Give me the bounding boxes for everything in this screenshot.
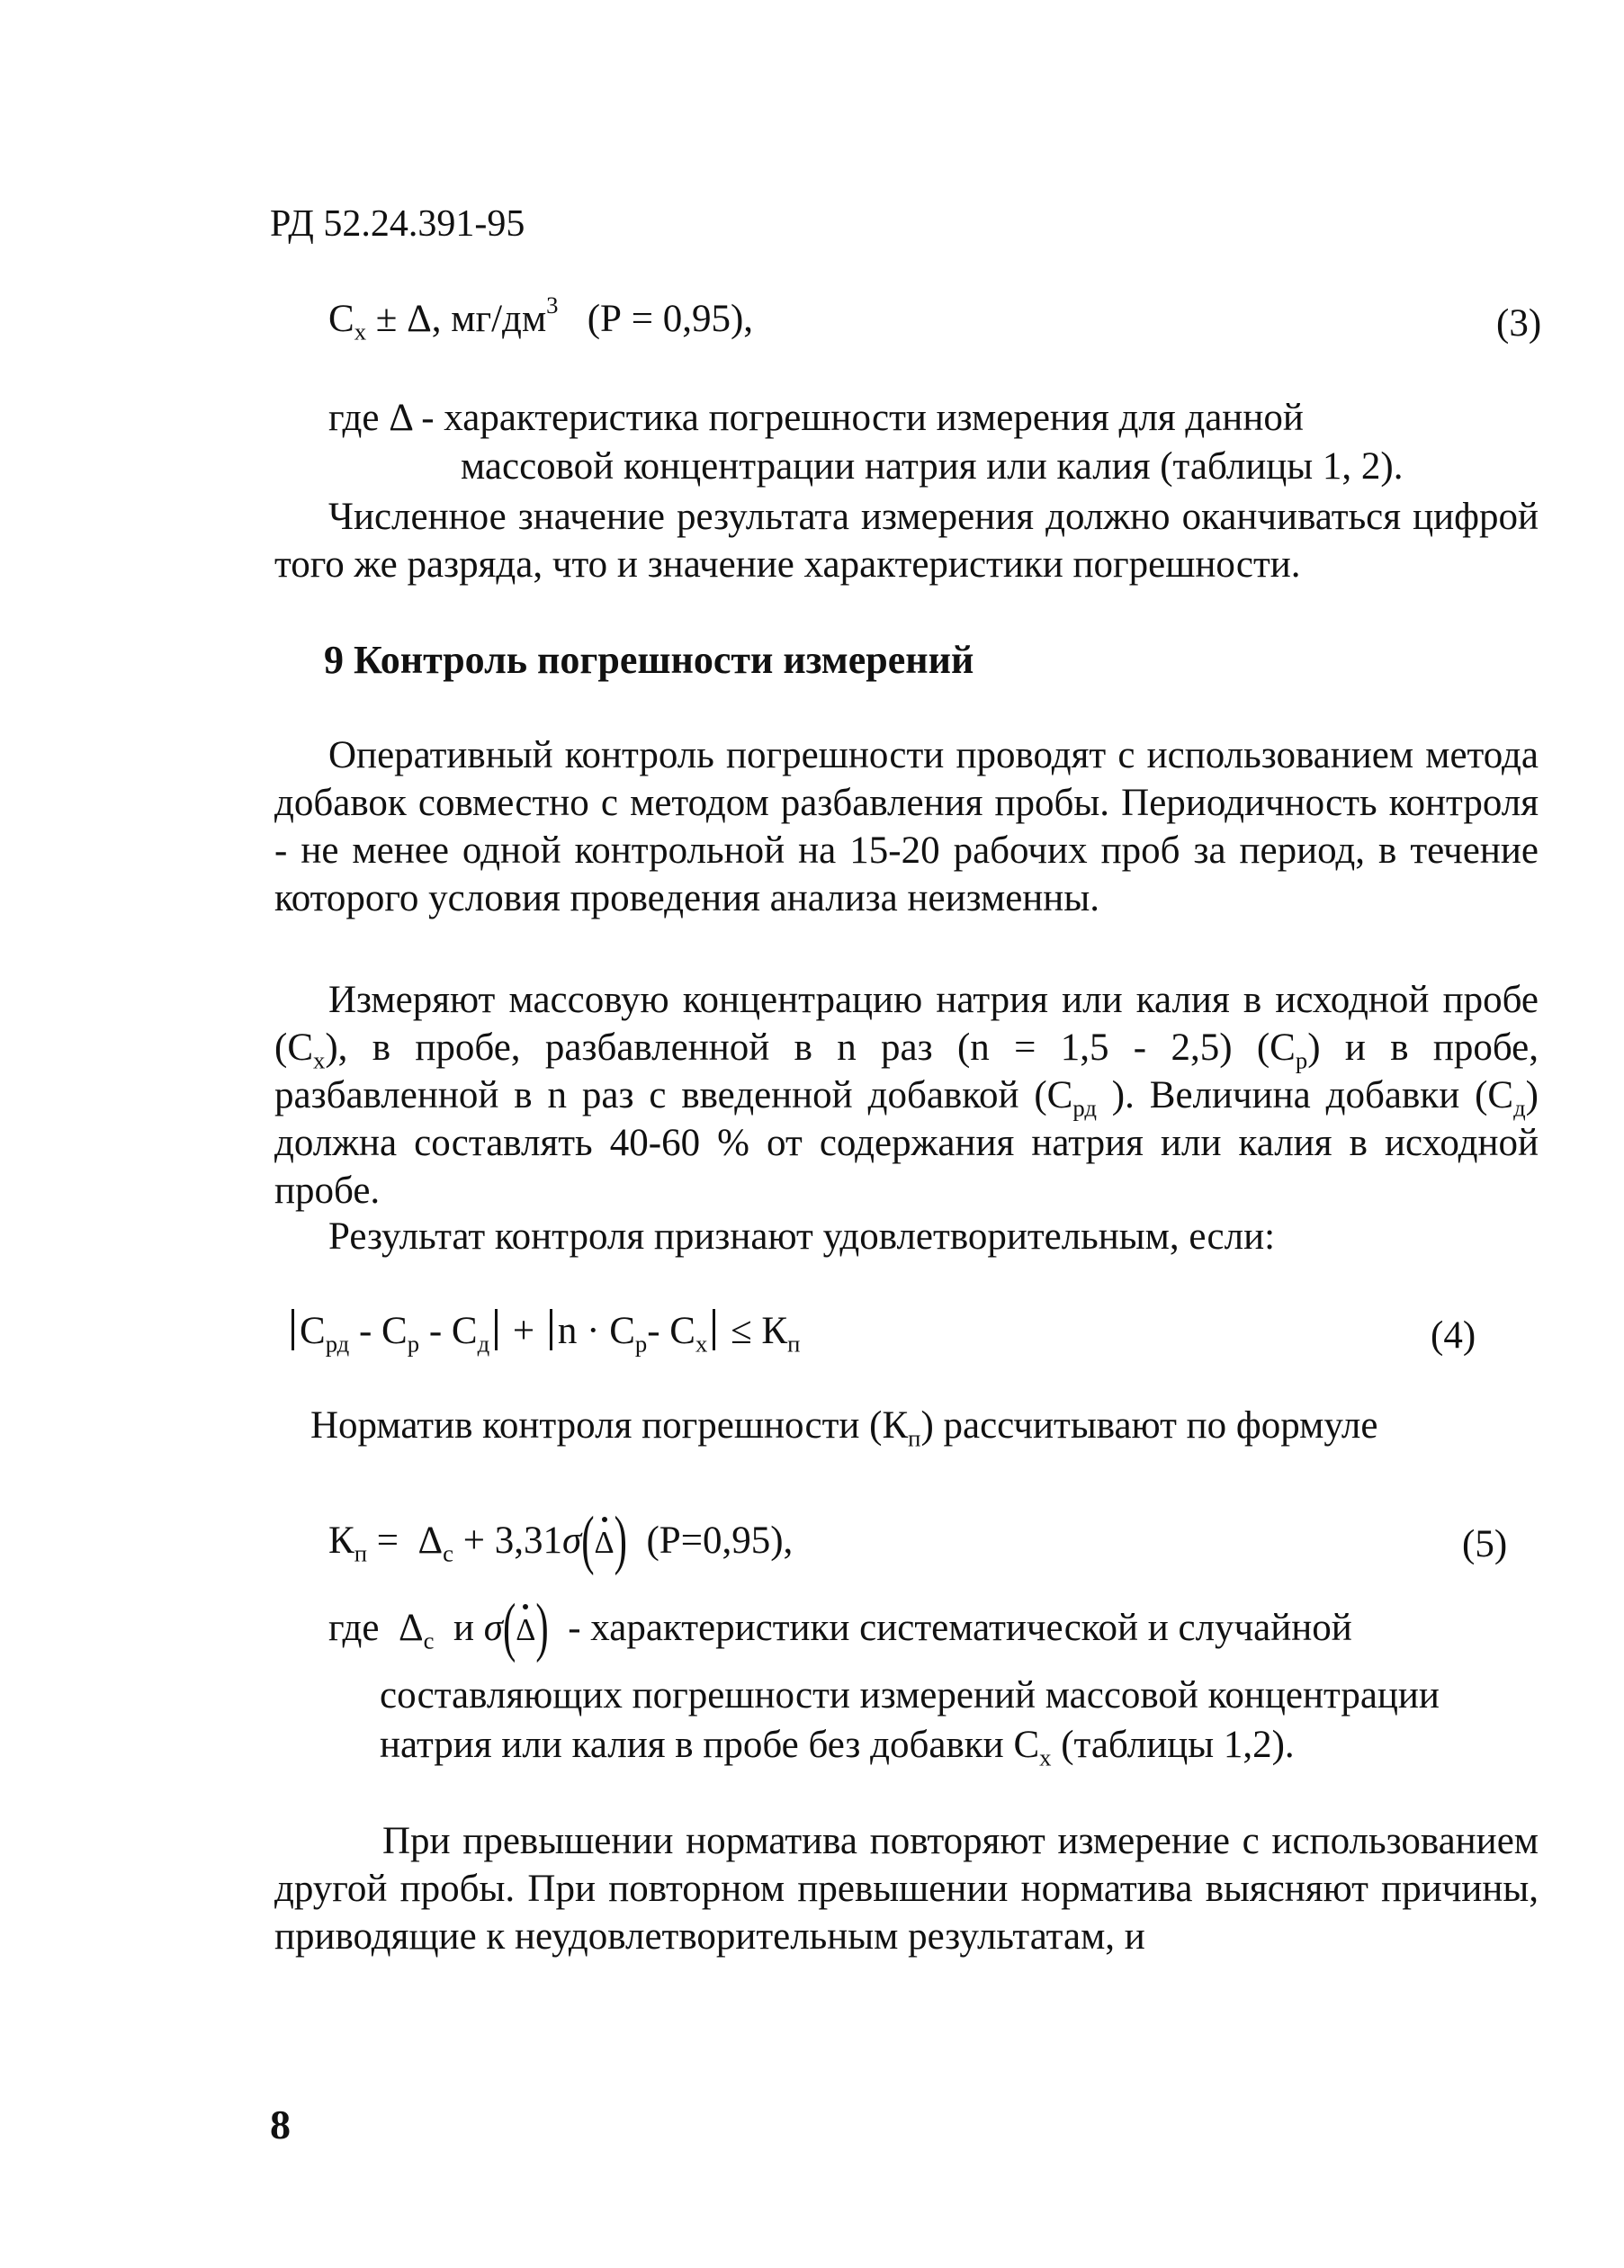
paragraph-normative: Норматив контроля погрешности $(К_п)$ рассчитывают по формуле bbox=[310, 1404, 1378, 1452]
where-and: и bbox=[453, 1607, 474, 1649]
paragraph-numeric-value: Численное значение результата измерения должно оканчиваться цифрой того же разряда, что и значение характеристики погрешности. bbox=[274, 496, 1539, 586]
where-line3-b: (таблицы 1,2). bbox=[1051, 1724, 1295, 1766]
formula-5-coefficient: 3,31 bbox=[494, 1519, 562, 1562]
normative-text-1: Норматив контроля погрешности (К bbox=[310, 1404, 909, 1447]
where-prefix: где bbox=[328, 1607, 380, 1649]
formula-5-probability: (Р=0,95), bbox=[646, 1519, 794, 1562]
measure-text-5: ) должна составлять 40-60 % от содержания натрия или калия в исходной пробе. bbox=[274, 1074, 1539, 1212]
measure-text-2: ), в пробе, разбавленной в n раз (n = 1,5 - 2,5) (С bbox=[325, 1026, 1296, 1069]
formula-4-number: (4) bbox=[1431, 1314, 1476, 1357]
measure-text-4: ). Величина добавки (С bbox=[1096, 1074, 1514, 1116]
where-suffix: - характеристики систематической и случайной bbox=[568, 1607, 1352, 1649]
where-line3-a: натрия или калия в пробе без добавки С bbox=[380, 1724, 1040, 1766]
section-title: 9 Контроль погрешности измерений bbox=[324, 638, 974, 682]
normative-text-2: ) рассчитывают по формуле bbox=[920, 1404, 1378, 1447]
measure-text-1: Измеряют массовую концентрацию натрия или калия в исходной пробе (С bbox=[274, 979, 1539, 1069]
where-components-line1: где $\Delta_с$ и σ(Δ) - характеристики систематической и случайной bbox=[328, 1591, 1352, 1664]
page-number: 8 bbox=[270, 2102, 291, 2147]
document-code: РД 52.24.391-95 bbox=[270, 203, 525, 245]
formula-4: $С_{рд} - С_р - С_д + n \cdot С_р-$ $С_х \le К_п$ bbox=[286, 1309, 800, 1353]
formula-5-number: (5) bbox=[1462, 1523, 1508, 1565]
where-delta-line1: где Δ - характеристика погрешности измерения для данной bbox=[328, 397, 1304, 439]
paragraph-measurement: Измеряют массовую концентрацию натрия или калия в исходной пробе $(С_х)$, в пробе, разбавленной в n раз (n = 1,5 - 2,5) $(С_р)$ и в пробе, разбавленной в n раз с введенной добавкой ($С_{рд}$ ). Величина добавки $(С_д)$ должна составлять 40-60 % от содержания натрия или калия в исходной пробе. bbox=[274, 979, 1539, 1212]
where-components-line2: составляющих погрешности измерений массовой концентрации bbox=[380, 1674, 1440, 1717]
paragraph-operational-control: Оперативный контроль погрешности проводят с использованием метода добавок совместно с методом разбавления пробы. Периодичность контроля - не менее одной контрольной на 15-20 рабочих проб за период, в течение которого условия проведения анализа неизменны. bbox=[274, 734, 1539, 919]
paragraph-exceed-normative: При превышении норматива повторяют измерение с использованием другой пробы. При повторном превышении норматива выясняют причины, приводящие к неудовлетворительным результатам, и bbox=[274, 1820, 1539, 1958]
measure-text-3: ) и в пробе, разбавленной в n раз с введенной добавкой (С bbox=[274, 1026, 1539, 1116]
paragraph-result-condition: Результат контроля признают удовлетворительным, если: bbox=[328, 1215, 1276, 1258]
formula-5: $К_п = \Delta_с + 3,31\sigma(\Delta)$ (Р=0,95), bbox=[328, 1504, 794, 1577]
where-delta-line2: массовой концентрации натрия или калия (таблицы 1, 2). bbox=[461, 445, 1404, 488]
formula-3-number: (3) bbox=[1496, 302, 1542, 345]
formula-3: $С_х \pm \Delta$, $мг/дм^3$ (Р = 0,95), bbox=[328, 291, 754, 345]
where-components-line3: натрия или калия в пробе без добавки $С_х$ (таблицы 1,2). bbox=[380, 1724, 1295, 1771]
